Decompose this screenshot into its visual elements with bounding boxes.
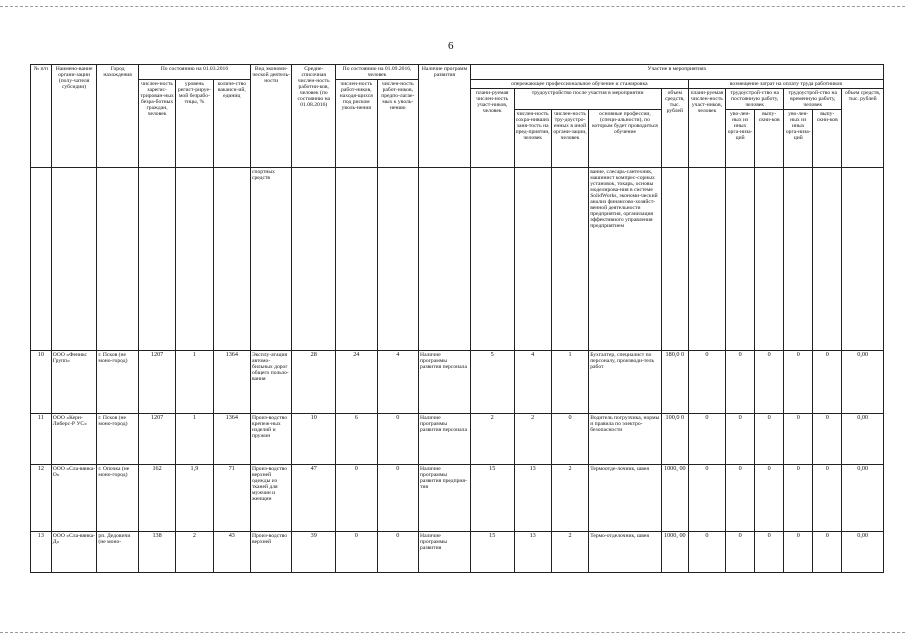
- row-avg: 39: [292, 532, 336, 573]
- row-volume: 100,0 0: [661, 414, 688, 465]
- header-employment-after: трудоустройство после участия в мероприятии: [514, 89, 661, 110]
- continuation-activity: спортных средств: [250, 168, 292, 351]
- row-activity: Произ-водство верхней одежды из тканей для мужчин и женщин: [250, 465, 292, 532]
- row-rate: 1: [176, 351, 213, 414]
- row-program: Наличие программы развития персонала: [419, 351, 471, 414]
- row-dismiss: 0: [377, 465, 419, 532]
- row-dismiss: 0: [377, 532, 419, 573]
- row-planned: 15: [470, 532, 514, 573]
- row-kept: 4: [514, 351, 551, 414]
- row-city: рп. Дедовичи (не моно-: [97, 532, 139, 573]
- header-dismiss: числен-ность работ-ников, предпо-лагае-мых к уволь-нению: [377, 80, 419, 168]
- row-professions: Бухгалтер, специалист по персоналу, производи-тель работ: [589, 351, 662, 414]
- row-kept: 2: [514, 414, 551, 465]
- header-row-1: [31, 65, 884, 80]
- row-kept: 13: [514, 532, 551, 573]
- row-temp-graduates: 0: [813, 532, 842, 573]
- row-risk: 0: [336, 465, 378, 532]
- scan-bottom-edge: [0, 632, 905, 634]
- row-city: г. Псков (не моно-город): [97, 351, 139, 414]
- row-perm-graduates: 0: [755, 532, 784, 573]
- header-permanent: трудоустрой-ство на постоянную работу, человек: [726, 89, 784, 110]
- row-other-org: 2: [551, 532, 588, 573]
- header-professions: основные профессии, (специ-альности), по которым будет проводиться обучение: [589, 110, 662, 168]
- header-comp-planned: плани-руемая числен-ность участ-ников, человек: [688, 89, 725, 168]
- row-unemployed: 162: [138, 465, 175, 532]
- row-temp-dismissed: 0: [784, 351, 813, 414]
- header-participation: Участие в мероприятиях: [470, 65, 883, 80]
- row-planned: 15: [470, 465, 514, 532]
- row-name: ООО «Феникс Групп»: [51, 351, 97, 414]
- row-planned: 2: [470, 414, 514, 465]
- row-volume: 180,0 0: [661, 351, 688, 414]
- row-perm-graduates: 0: [755, 351, 784, 414]
- row-comp-planned: 0: [688, 414, 725, 465]
- row-vacancies: 71: [213, 465, 250, 532]
- header-unemployed: числен-ность зарегис-трирован-ных безра-ботных граждан, человек: [138, 80, 175, 168]
- header-state-0301: По состоянию на 01.03.2016: [138, 65, 250, 80]
- header-vacancies: количе-ство ваканси-ий, единиц: [213, 80, 250, 168]
- row-volume: 1000, 00: [661, 532, 688, 573]
- row-rate: 2: [176, 532, 213, 573]
- row-activity: Произ-водство крепеж-ных изделий и пружин: [250, 414, 292, 465]
- header-risk: числен-ность работ-ников, находя-щихся под риском уволь-нения: [336, 80, 378, 168]
- row-comp-planned: 0: [688, 351, 725, 414]
- row-no: 10: [31, 351, 52, 414]
- row-comp-volume: 0,00: [842, 414, 884, 465]
- row-avg: 10: [292, 414, 336, 465]
- row-temp-graduates: 0: [813, 465, 842, 532]
- row-perm-dismissed: 0: [726, 532, 755, 573]
- row-activity: Произ-водство верхней: [250, 532, 292, 573]
- scan-top-edge: [0, 6, 905, 8]
- header-avg-headcount: Средне-списочная числен-ность работни-ков, человек (по состоянию на 01.08.2016): [292, 65, 336, 168]
- report-table: [30, 64, 884, 573]
- row-temp-graduates: 0: [813, 351, 842, 414]
- row-name: ООО «Сла-вянка-Д»: [51, 532, 97, 573]
- row-no: 13: [31, 532, 52, 573]
- header-program: Наличие программ развития: [419, 65, 471, 168]
- row-city: г. Псков (не моно-город): [97, 414, 139, 465]
- row-rate: 1: [176, 414, 213, 465]
- table-row: [31, 351, 884, 414]
- header-perm-graduates: выпу-скни-ков: [755, 110, 784, 168]
- row-temp-graduates: 0: [813, 414, 842, 465]
- row-comp-volume: 0,00: [842, 532, 884, 573]
- row-no: 12: [31, 465, 52, 532]
- header-city: Город нахождения: [97, 65, 139, 168]
- row-city: г. Опочка (не моно-город): [97, 465, 139, 532]
- row-vacancies: 1364: [213, 351, 250, 414]
- row-risk: 6: [336, 414, 378, 465]
- header-training: опережающее профессиональное обучение и стажировка: [470, 80, 688, 89]
- row-risk: 0: [336, 532, 378, 573]
- row-vacancies: 43: [213, 532, 250, 573]
- row-perm-graduates: 0: [755, 414, 784, 465]
- row-other-org: 1: [551, 351, 588, 414]
- page-number: 6: [448, 40, 454, 52]
- row-kept: 13: [514, 465, 551, 532]
- header-volume: объем средств, тыс. рублей: [661, 89, 688, 168]
- row-temp-dismissed: 0: [784, 532, 813, 573]
- header-compensation: возмещение затрат на оплату труда работников: [688, 80, 883, 89]
- header-temporary: трудоустрой-ство на временную работу, человек: [784, 89, 842, 110]
- row-other-org: 0: [551, 414, 588, 465]
- row-perm-dismissed: 0: [726, 414, 755, 465]
- header-temp-graduates: выпу-скни-ков: [813, 110, 842, 168]
- row-program: Наличие программы развития: [419, 532, 471, 573]
- row-planned: 5: [470, 351, 514, 414]
- header-planned: плани-руемая числен-ность участ-ников, человек: [470, 89, 514, 168]
- row-other-org: 2: [551, 465, 588, 532]
- header-no: № п/п: [31, 65, 52, 168]
- row-rate: 1,9: [176, 465, 213, 532]
- row-risk: 24: [336, 351, 378, 414]
- continuation-row: [31, 168, 884, 351]
- header-perm-dismissed: уво-лен-ных из иных орга-низа-ций: [726, 110, 755, 168]
- header-temp-dismissed: уво-лен-ных из иных орга-низа-ций: [784, 110, 813, 168]
- row-no: 11: [31, 414, 52, 465]
- row-comp-volume: 0,00: [842, 351, 884, 414]
- row-perm-graduates: 0: [755, 465, 784, 532]
- row-comp-planned: 0: [688, 532, 725, 573]
- row-activity: Эксплу-атация автомо-бильных дорог общего пользо-вания: [250, 351, 292, 414]
- header-activity: Вид экономи-ческой деятель-ности: [250, 65, 292, 168]
- header-name: Наимено-вание органи-зации (полу-чателя субсидии): [51, 65, 97, 168]
- header-other-org: числен-ность тру-доустро-енных в иной органи-зации, человек: [551, 110, 588, 168]
- row-temp-dismissed: 0: [784, 465, 813, 532]
- row-professions: Термоотде-лочник, швея: [589, 465, 662, 532]
- row-name: ООО «Сла-вянка-О»: [51, 465, 97, 532]
- table-row: [31, 414, 884, 465]
- row-program: Наличие программы развития персонала: [419, 414, 471, 465]
- row-unemployed: 138: [138, 532, 175, 573]
- row-vacancies: 1364: [213, 414, 250, 465]
- row-unemployed: 1207: [138, 351, 175, 414]
- row-comp-volume: 0,00: [842, 465, 884, 532]
- row-comp-planned: 0: [688, 465, 725, 532]
- row-professions: Водитель погрузчика, нормы и правила по электро-безопасности: [589, 414, 662, 465]
- row-unemployed: 1207: [138, 414, 175, 465]
- row-program: Наличие программы развития предприя-тия: [419, 465, 471, 532]
- row-avg: 47: [292, 465, 336, 532]
- header-comp-volume: объем средств, тыс. рублей: [842, 89, 884, 168]
- row-name: ООО «Керн-Либерс-Р УС»: [51, 414, 97, 465]
- row-avg: 28: [292, 351, 336, 414]
- row-perm-dismissed: 0: [726, 351, 755, 414]
- header-rate: уровень регист-рируе-мой безрабо-тицы, %: [176, 80, 213, 168]
- row-professions: Термо-отделочник, швея: [589, 532, 662, 573]
- continuation-professions: вание, слесарь-сантехник, машинист компрес-сорных установок, токарь, основы моделирова-ния в системе SolidWorks, экономи-ческий анализ финансово-хозяйст-венной деятельности предприятия, организация эффективного управления предприятием: [589, 168, 662, 351]
- row-temp-dismissed: 0: [784, 414, 813, 465]
- row-volume: 1000, 00: [661, 465, 688, 532]
- header-state-0109: По состоянию на 01.09.2016, человек: [336, 65, 419, 80]
- table-row: [31, 532, 884, 573]
- row-perm-dismissed: 0: [726, 465, 755, 532]
- table-row: [31, 465, 884, 532]
- header-kept: числен-ность сохра-нивших заня-тость на пред-приятии, человек: [514, 110, 551, 168]
- row-dismiss: 0: [377, 414, 419, 465]
- row-dismiss: 4: [377, 351, 419, 414]
